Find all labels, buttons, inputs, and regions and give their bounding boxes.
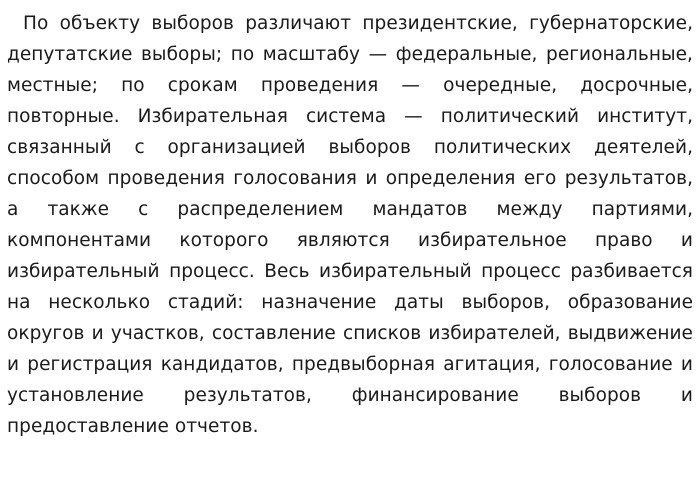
document-page xyxy=(7,8,693,442)
body-paragraph: По объекту выборов различают президентские, губернаторские, депутатские выборы; по масштабу — федеральные, региональные, местные; по срокам проведения — очередные, досрочные, повторные. Избирательная система — политический институт, связанный с организацией выборов политических деятелей, способом проведения голосования и определения его результатов, а также с распределением мандатов между партиями, компонентами которого являются избирательное право и избирательный процесс. Весь избирательный процесс разбивается на несколько стадий: назначение даты выборов, образование округов и участков, составление списков избирателей, выдвижение и регистрация кандидатов, предвыборная агитация, голосование и установление результатов, финансирование выборов и предоставление отчетов. xyxy=(7,13,693,437)
